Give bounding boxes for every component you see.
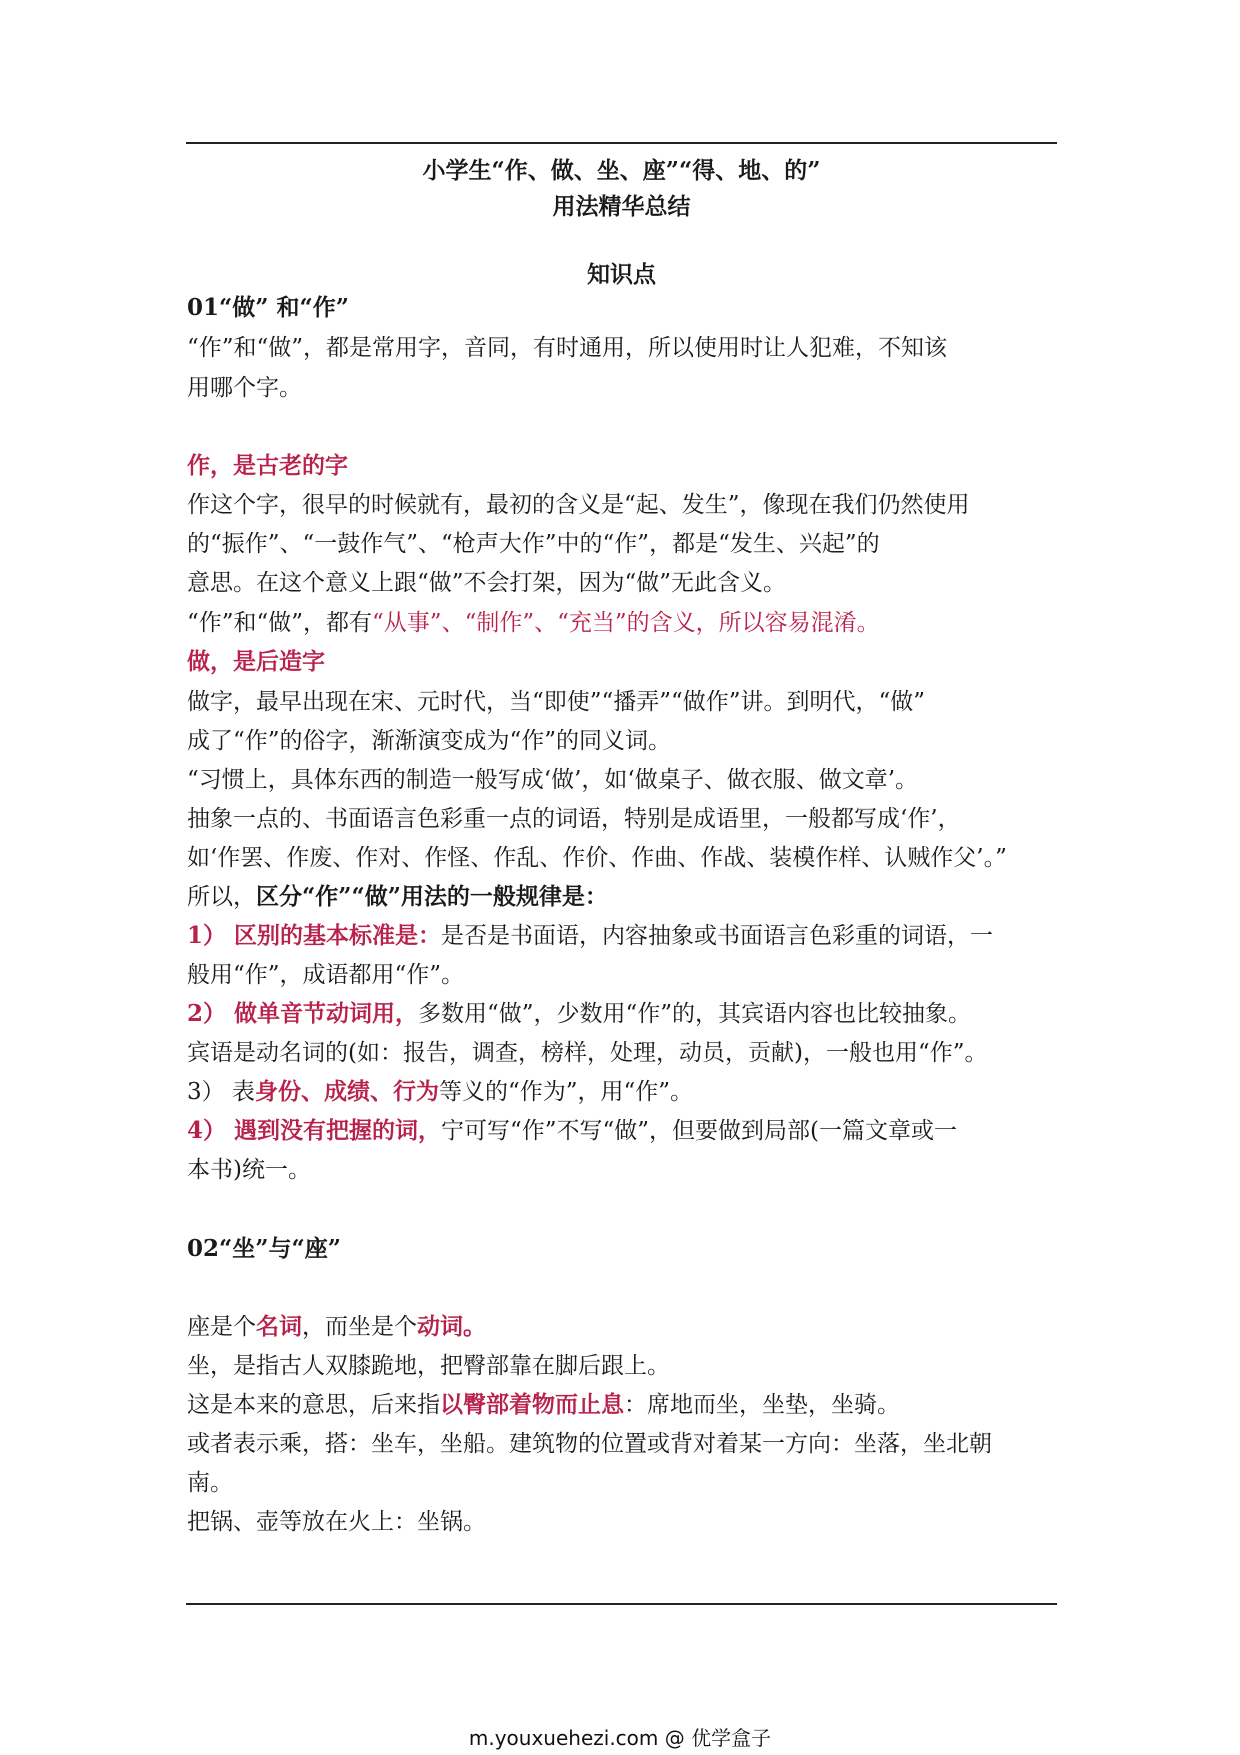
text-run: ：席地而坐，坐垫，坐骑。 [624,1392,900,1418]
page-title: 小学生“作、做、坐、座”“得、地、的” [422,157,821,184]
paragraph-line: 作这个字，很早的时候就有，最初的含义是“起、发生”，像现在我们仍然使用 [187,492,970,518]
subheading-zuo: 作，是古老的字 [187,452,348,479]
text-run: 所以， [187,884,256,910]
text-run: 这是本来的意思，后来指 [187,1392,440,1418]
paragraph-line: 抽象一点的、书面语言色彩重一点的词语，特别是成语里，一般都写成‘作’， [187,806,961,832]
highlight-run: 动词。 [417,1313,486,1340]
paragraph-line: 坐，是指古人双膝跪地，把臀部靠在脚后跟上。 [187,1353,670,1379]
highlight-run: 2） 做单音节动词用， [187,1000,419,1027]
paragraph-line: 如‘作罢、作废、作对、作怪、作乱、作价、作曲、作战、装模作样、认贼作父’。” [187,845,1007,871]
part2-heading: 02“坐”与“座” [187,1235,341,1262]
section-title: 知识点 [587,261,656,288]
part1-heading: 01“做” 和“作” [187,294,349,321]
rule-item-3 [187,1076,693,1108]
rule-item-4 [187,1115,957,1147]
paragraph-line: 做字，最早出现在宋、元时代，当“即使”“播弄”“做作”讲。到明代，“做” [187,689,926,715]
highlight-run: 身份、成绩、行为 [254,1078,439,1105]
text-run: 等义的“作为”，用“作”。 [438,1079,693,1105]
bold-run: 区分“作”“做”用法的一般规律是： [256,883,608,910]
text-run: 是否是书面语，内容抽象或书面语言色彩重的词语，一 [441,923,994,949]
highlight-run: 4） 遇到没有把握的词， [187,1117,442,1144]
paragraph-line: 般用“作”，成语都用“作”。 [187,962,465,988]
paragraph-line: 把锅、壶等放在火上：坐锅。 [187,1509,486,1535]
text-run: 座是个 [187,1314,256,1340]
top-rule [186,142,1057,144]
text-run: ，而坐是个 [302,1314,417,1340]
footer-watermark[interactable]: m.youxuehezi.com @ 优学盒子 [468,1726,772,1750]
text-run: 宁可写“作”不写“做”，但要做到局部(一篇文章或一 [441,1118,958,1144]
rule-item-1 [187,920,993,952]
highlight-run: “从事”、“制作”、“充当”的含义，所以容易混淆。 [372,610,880,636]
rule-item-2 [187,998,971,1030]
bottom-rule [186,1603,1057,1605]
paragraph-line: 意思。在这个意义上跟“做”不会打架，因为“做”无此含义。 [187,570,787,596]
paragraph-line [187,1311,486,1343]
paragraph-line: “习惯上，具体东西的制造一般写成‘做’，如‘做桌子、做衣服、做文章’。 [187,767,919,793]
paragraph-line: 的“振作”、“一鼓作气”、“枪声大作”中的“作”，都是“发生、兴起”的 [187,531,880,557]
subheading-zuo2: 做，是后造字 [187,648,325,675]
paragraph-line: 南。 [187,1470,233,1496]
paragraph-line: 或者表示乘，搭：坐车，坐船。建筑物的位置或背对着某一方向：坐落，坐北朝 [187,1431,992,1457]
paragraph-line: 成了“作”的俗字，渐渐演变成为“作”的同义词。 [187,728,672,754]
highlight-run: 以臀部着物而止息 [440,1391,624,1418]
paragraph-line: 用哪个字。 [187,375,302,401]
paragraph-line: 本书)统一。 [187,1157,311,1183]
text-run: “作”和“做”，都有 [187,610,373,636]
paragraph-line [187,607,880,639]
paragraph-line [187,1389,900,1421]
paragraph-line: 宾语是动名词的(如：报告，调查，榜样，处理，动员，贡献)，一般也用“作”。 [187,1040,988,1066]
paragraph-line [187,881,608,913]
text-run: 3） 表 [187,1079,255,1105]
highlight-run: 1） 区别的基本标准是： [187,922,442,949]
text-run: 多数用“做”，少数用“作”的，其宾语内容也比较抽象。 [418,1001,972,1027]
highlight-run: 名词 [256,1313,302,1340]
paragraph-line: “作”和“做”，都是常用字，音同，有时通用，所以使用时让人犯难，不知该 [187,335,948,361]
page-subtitle: 用法精华总结 [552,193,691,220]
